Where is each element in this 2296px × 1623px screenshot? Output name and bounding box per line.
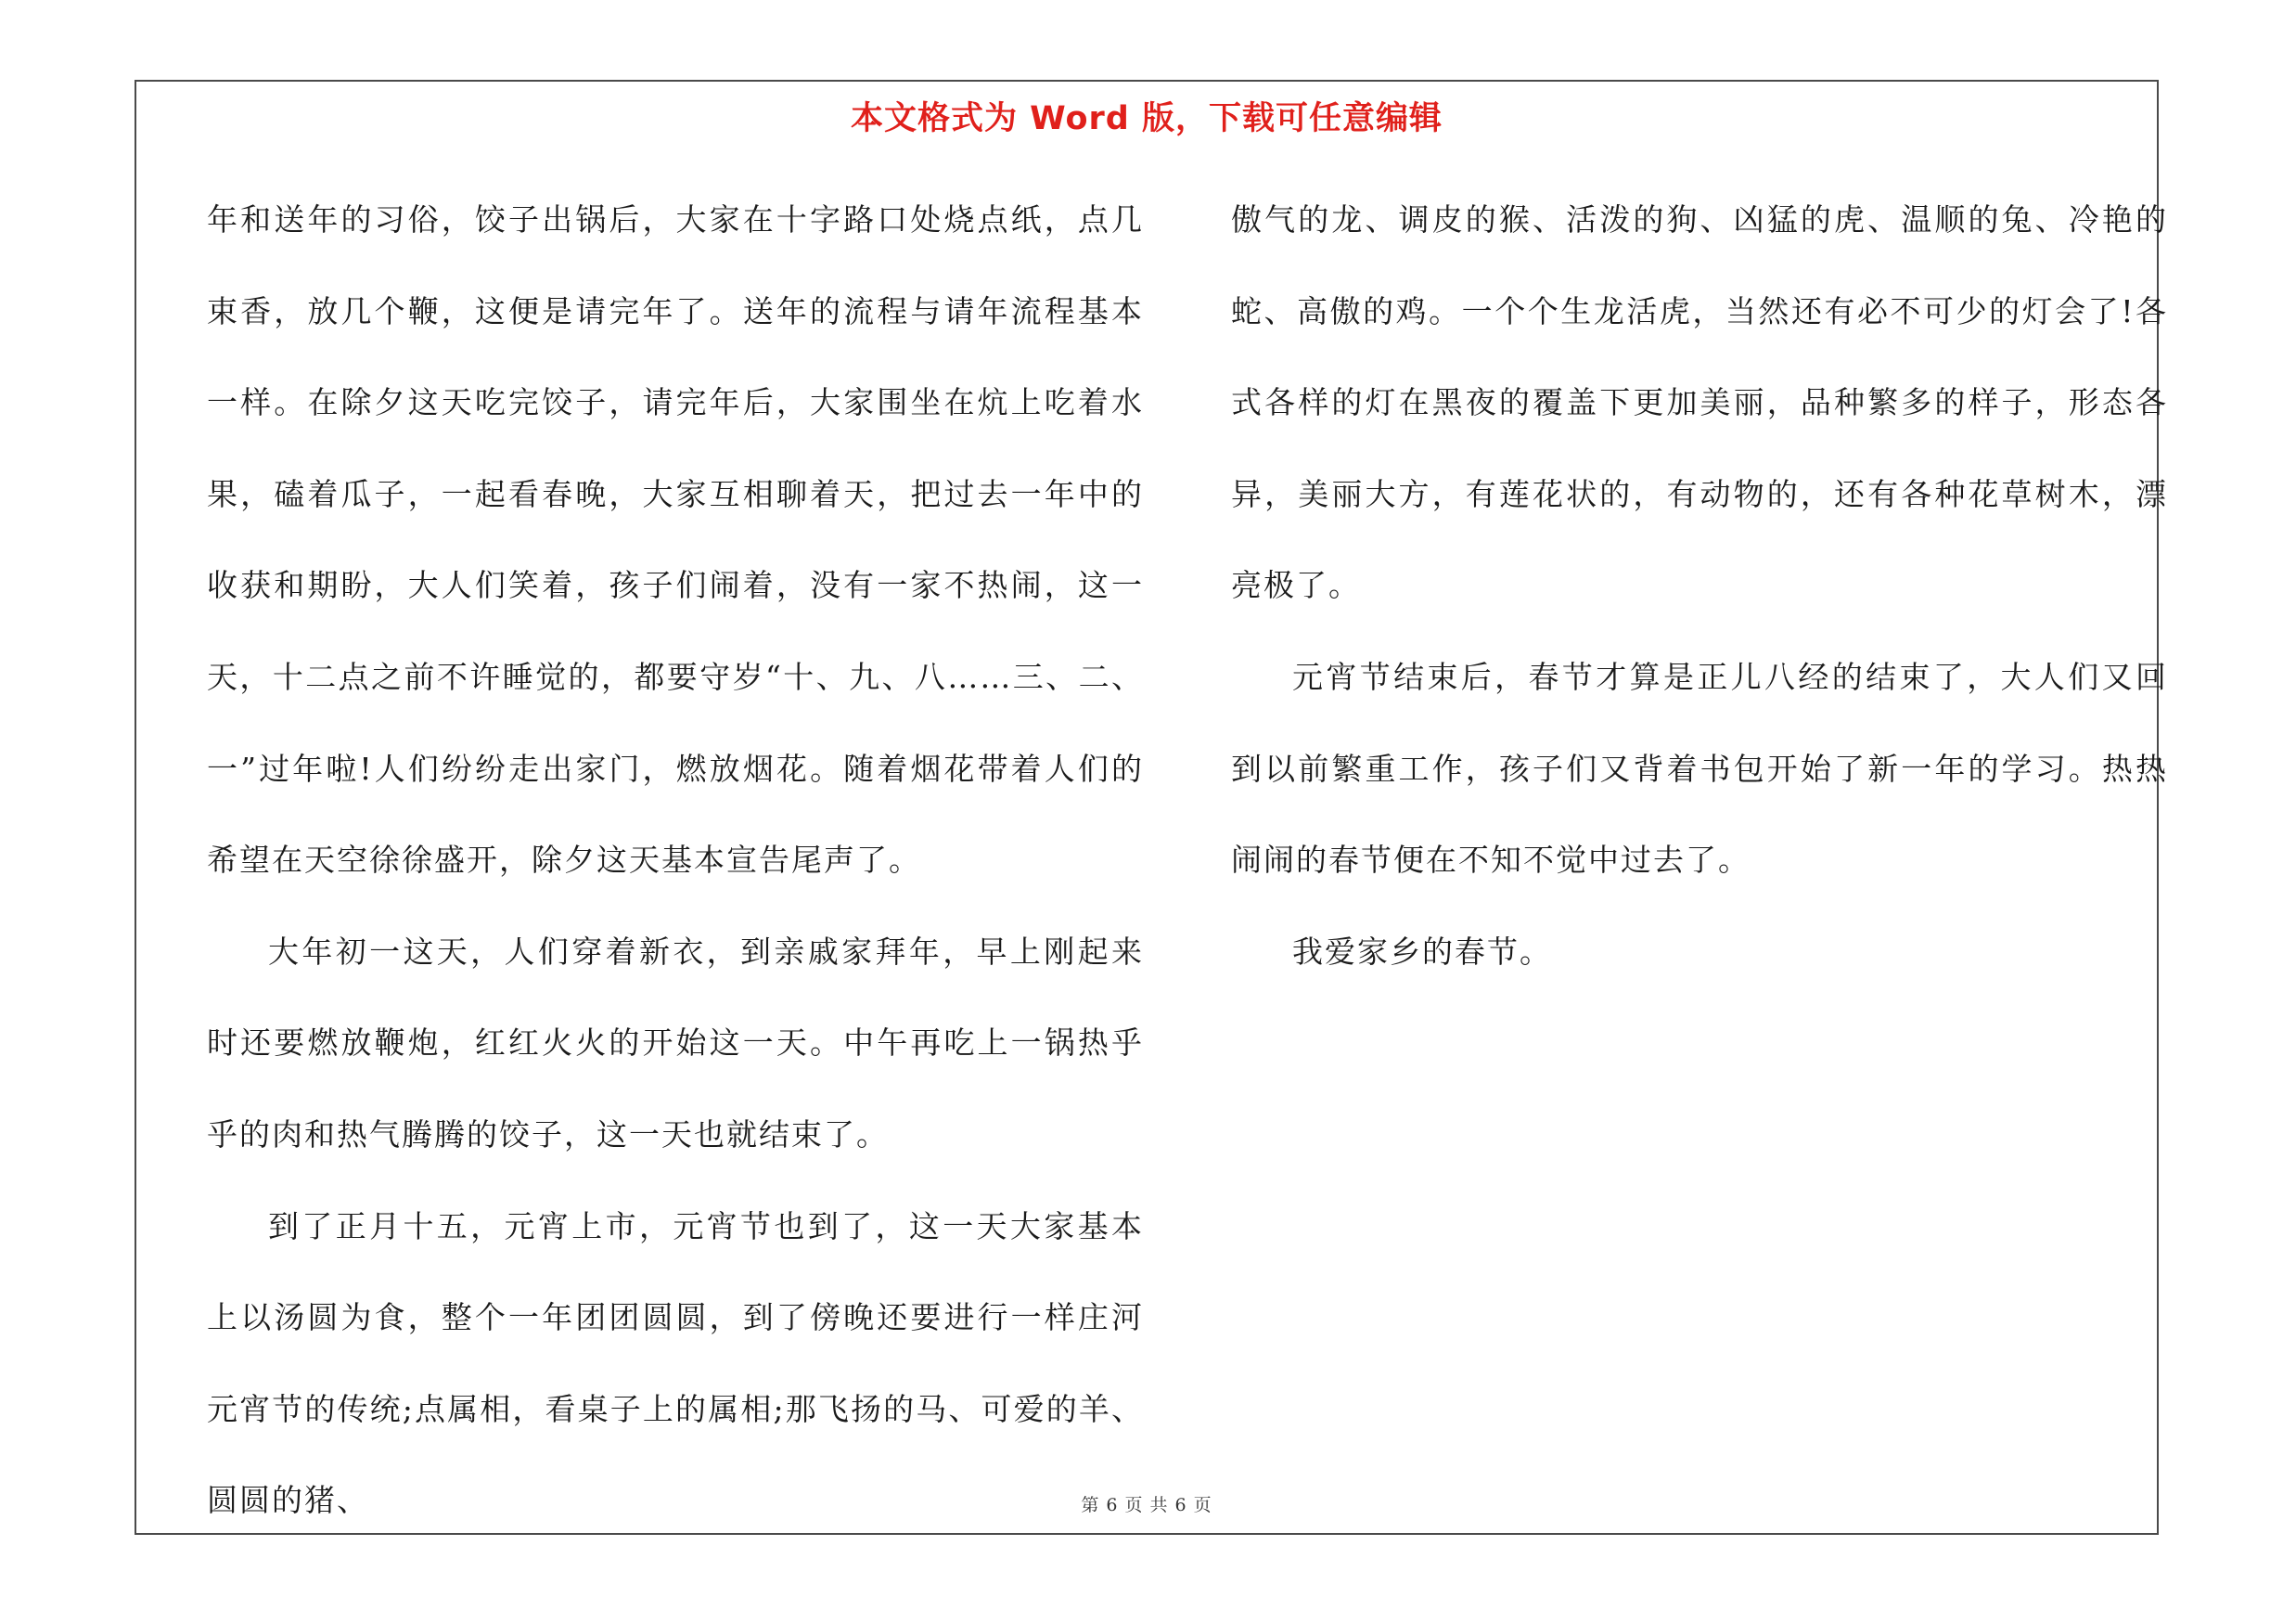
page-number-footer: 第 6 页 共 6 页 [1081,1495,1212,1515]
paragraph: 到了正月十五，元宵上市，元宵节也到了，这一天大家基本上以汤圆为食，整个一年团团圆圆，到了傍晚还要进行一样庄河元宵节的传统;点属相，看桌子上的属相;那飞扬的马、可爱的羊、圆圆的猪、 [207,1207,1144,1519]
paragraph: 元宵节结束后，春节才算是正儿八经的结束了，大人们又回到以前繁重工作，孩子们又背着书包开始了新一年的学习。热热闹闹的春节便在不知不觉中过去了。 [1231,658,2168,879]
paragraph: 我爱家乡的春节。 [1292,933,1552,970]
right-column [1231,174,2168,998]
left-column [207,174,1144,1547]
format-banner: 本文格式为 Word 版，下载可任意编辑 [850,100,1443,137]
paragraph: 大年初一这天，人们穿着新衣，到亲戚家拜年，早上刚起来时还要燃放鞭炮，红红火火的开始这一天。中午再吃上一锅热乎乎的肉和热气腾腾的饺子，这一天也就结束了。 [207,933,1144,1153]
page-frame [135,80,2168,1535]
paragraph: 傲气的龙、调皮的猴、活泼的狗、凶猛的虎、温顺的兔、冷艳的蛇、高傲的鸡。一个个生龙活虎，当然还有必不可少的灯会了!各式各样的灯在黑夜的覆盖下更加美丽，品种繁多的样子，形态各异，美丽大方，有莲花状的，有动物的，还有各种花草树木，漂亮极了。 [1231,201,2168,604]
paragraph: 年和送年的习俗，饺子出锅后，大家在十字路口处烧点纸，点几束香，放几个鞭，这便是请完年了。送年的流程与请年流程基本一样。在除夕这天吃完饺子，请完年后，大家围坐在炕上吃着水果，磕着瓜子，一起看春晚，大家互相聊着天，把过去一年中的收获和期盼，大人们笑着，孩子们闹着，没有一家不热闹，这一天，十二点之前不许睡觉的，都要守岁“十、九、八……三、二、一”过年啦!人们纷纷走出家门，燃放烟花。随着烟花带着人们的希望在天空徐徐盛开，除夕这天基本宣告尾声了。 [207,201,1144,879]
